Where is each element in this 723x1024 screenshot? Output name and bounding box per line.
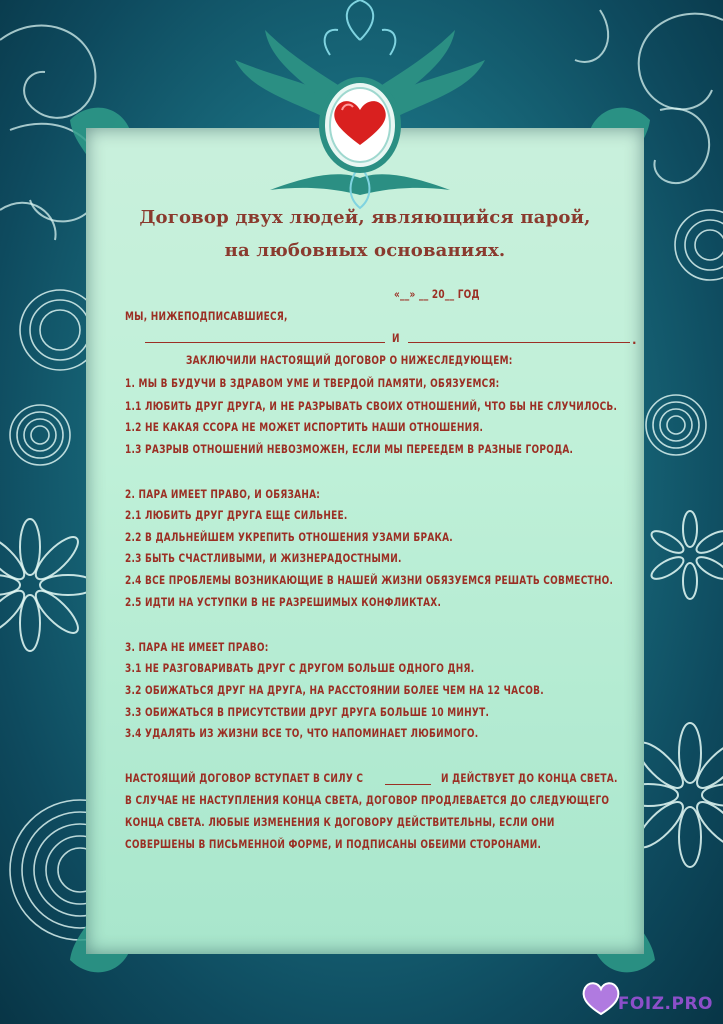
section-1-item: 1. МЫ В БУДУЧИ В ЗДРАВОМ УМЕ И ТВЕРДОЙ ПАМЯТИ, ОБЯЗУЕМСЯ: xyxy=(125,376,500,390)
section-2-item: 2. ПАРА ИМЕЕТ ПРАВО, И ОБЯЗАНА: xyxy=(125,487,321,501)
signature-line-2[interactable] xyxy=(408,342,630,343)
closing-line: В СЛУЧАЕ НЕ НАСТУПЛЕНИЯ КОНЦА СВЕТА, ДОГОВОР ПРОДЛЕВАЕТСЯ ДО СЛЕДУЮЩЕГО xyxy=(125,793,610,807)
section-3-item: 3.3 ОБИЖАТЬСЯ В ПРИСУТСТВИИ ДРУГ ДРУГА БОЛЬШЕ 10 МИНУТ. xyxy=(125,705,490,719)
date-line: «__» __ 20__ ГОД xyxy=(394,287,480,301)
section-3-item: 3.2 ОБИЖАТЬСЯ ДРУГ НА ДРУГА, НА РАССТОЯНИИ БОЛЕЕ ЧЕМ НА 12 ЧАСОВ. xyxy=(125,683,544,697)
period-mark: . xyxy=(632,333,637,347)
section-3-item: 3.4 УДАЛЯТЬ ИЗ ЖИЗНИ ВСЕ ТО, ЧТО НАПОМИНАЕТ ЛЮБИМОГО. xyxy=(125,726,479,740)
effective-date-blank[interactable] xyxy=(385,784,431,785)
section-2-item: 2.1 ЛЮБИТЬ ДРУГ ДРУГА ЕЩЕ СИЛЬНЕЕ. xyxy=(125,508,348,522)
section-1-item: 1.3 РАЗРЫВ ОТНОШЕНИЙ НЕВОЗМОЖЕН, ЕСЛИ МЫ ПЕРЕЕДЕМ В РАЗНЫЕ ГОРОДА. xyxy=(125,442,574,456)
section-2-item: 2.4 ВСЕ ПРОБЛЕМЫ ВОЗНИКАЮЩИЕ В НАШЕЙ ЖИЗНИ ОБЯЗУЕМСЯ РЕШАТЬ СОВМЕСТНО. xyxy=(125,573,614,587)
section-3-item: 3. ПАРА НЕ ИМЕЕТ ПРАВО: xyxy=(125,640,269,654)
we-undersigned: МЫ, НИЖЕПОДПИСАВШИЕСЯ, xyxy=(125,309,288,323)
closing-part-2: И ДЕЙСТВУЕТ ДО КОНЦА СВЕТА. xyxy=(441,771,618,785)
and-word: И xyxy=(392,331,400,345)
section-2-item: 2.2 В ДАЛЬНЕЙШЕМ УКРЕПИТЬ ОТНОШЕНИЯ УЗАМИ БРАКА. xyxy=(125,530,453,544)
closing-line: СОВЕРШЕНЫ В ПИСЬМЕННОЙ ФОРМЕ, И ПОДПИСАНЫ ОБЕИМИ СТОРОНАМИ. xyxy=(125,837,542,851)
document-title-line-1: Договор двух людей, являющийся парой, xyxy=(139,207,591,228)
closing-line: КОНЦА СВЕТА. ЛЮБЫЕ ИЗМЕНЕНИЯ К ДОГОВОРУ ДЕЙСТВИТЕЛЬНЫ, ЕСЛИ ОНИ xyxy=(125,815,555,829)
closing-part-1: НАСТОЯЩИЙ ДОГОВОР ВСТУПАЕТ В СИЛУ С xyxy=(125,771,364,785)
section-3-item: 3.1 НЕ РАЗГОВАРИВАТЬ ДРУГ С ДРУГОМ БОЛЬШЕ ОДНОГО ДНЯ. xyxy=(125,661,475,675)
signature-line-1[interactable] xyxy=(145,342,385,343)
concluded-heading: ЗАКЛЮЧИЛИ НАСТОЯЩИЙ ДОГОВОР О НИЖЕСЛЕДУЮЩЕМ: xyxy=(186,353,513,367)
document-title-line-2: на любовных основаниях. xyxy=(224,240,506,261)
section-1-item: 1.2 НЕ КАКАЯ ССОРА НЕ МОЖЕТ ИСПОРТИТЬ НАШИ ОТНОШЕНИЯ. xyxy=(125,420,484,434)
heart-emblem-icon xyxy=(230,0,490,210)
section-2-item: 2.5 ИДТИ НА УСТУПКИ В НЕ РАЗРЕШИМЫХ КОНФЛИКТАХ. xyxy=(125,595,442,609)
section-1-item: 1.1 ЛЮБИТЬ ДРУГ ДРУГА, И НЕ РАЗРЫВАТЬ СВОИХ ОТНОШЕНИЙ, ЧТО БЫ НЕ СЛУЧИЛОСЬ. xyxy=(125,399,618,413)
section-2-item: 2.3 БЫТЬ СЧАСТЛИВЫМИ, И ЖИЗНЕРАДОСТНЫМИ. xyxy=(125,551,402,565)
watermark-text: FOIZ.PRO xyxy=(617,994,713,1014)
